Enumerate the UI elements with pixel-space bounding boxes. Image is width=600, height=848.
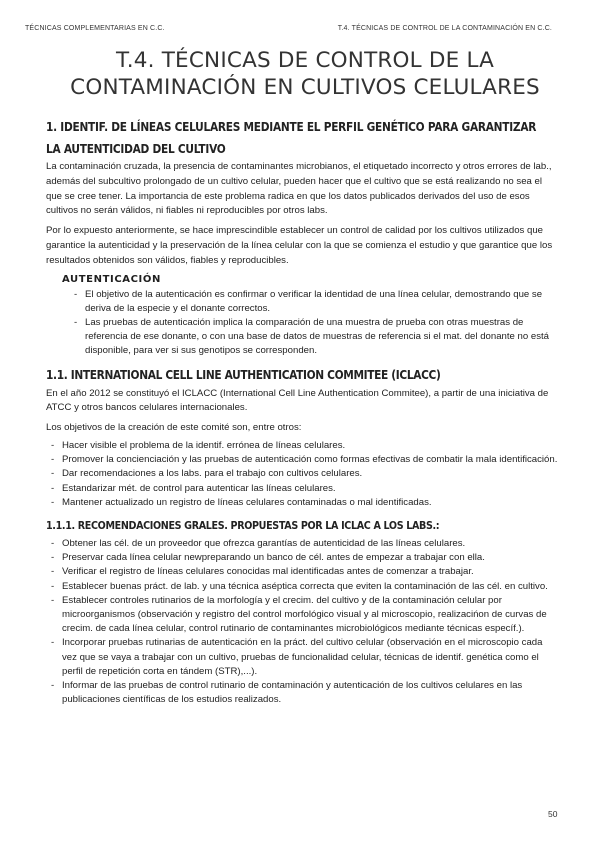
section-1-1-paragraph-1: En el año 2012 se constituyó el ICLACC (International Cell Line Authentication Commitee), a partir de una iniciativa de ATCC y otros bancos celulares internacionales.	[46, 387, 549, 414]
list-item: - Establecer controles rutinarios de la morfología y el crecim. del cultivo y de la contaminación celular por microorganismos (observación y registro del control morfológico visual y al microscopio, realizacińon de curvas de crecim. de cada línea celular, control rutinario de contaminantes microbiológicos mediante técnicas específ.).	[49, 594, 560, 637]
list-item: - Hacer visible el problema de la identif. errónea de líneas celulares.	[49, 439, 560, 453]
objectives-list	[49, 439, 560, 510]
section-1-paragraph-1: La contaminación cruzada, la presencia de contaminantes microbianos, el etiquetado incorrecto y otros errores de lab., además del subcultivo prolongado de un cultivo celular, pueden hacer que el cultivo que se está realizando no sea el que se cree tener. La importancia de este problema radica en que los datos publicados derivados del uso de esos cultivos no serán válidos, ni fiables ni reproducibles por otros labs.	[46, 161, 552, 217]
running-header	[25, 25, 552, 32]
section-1-heading: 1. IDENTIF. DE LÍNEAS CELULARES MEDIANTE EL PERFIL GENÉTICO PARA GARANTIZAR LA AUTENTICIDAD DEL CULTIVO	[46, 120, 537, 156]
list-item: - Preservar cada línea celular newpreparando un banco de cél. antes de empezar a trabajar con ella.	[49, 551, 560, 565]
section-1-1-heading: 1.1. INTERNATIONAL CELL LINE AUTHENTICATION COMMITEE (ICLACC)	[46, 367, 441, 382]
section-1-paragraph-2: Por lo expuesto anteriormente, se hace imprescindible establecer un control de calidad por los cultivos utilizados que garantice la autenticidad y la preservación de la línea celular con la que se comienza el estudio y que garantice que los resultados obtenidos son válidos, fiables y reproducibles.	[46, 225, 553, 266]
list-item: - Informar de las pruebas de control rutinario de contaminación y autenticación de los cultivos celulares en las publicaciones científicas de los estudios realizados.	[49, 679, 560, 707]
list-item: - El objetivo de la autenticación es confirmar o verificar la identidad de una línea celular, demostrando que se deriva de la especie y el donante correctos.	[72, 288, 560, 316]
header-right: T.4. TÉCNICAS DE CONTROL DE LA CONTAMINACIÓN EN C.C.	[337, 25, 552, 32]
list-item: - Incorporar pruebas rutinarias de autenticación en la práct. del cultivo celular (observación en el microscopio cada vez que se vaya a trabajar con un cultivo, pruebas de funcionalidad celular, técnicas de identif. genética como el perfil de repetición corta en tándem (STR),...).	[49, 636, 560, 679]
list-item: - Las pruebas de autenticación implica la comparación de una muestra de prueba con otras muestras de referencia de ese donante, o con una base de datos de muestras de referencia si el mat. del donante no está disponible, para ver si sus genotipos se corresponden.	[72, 316, 560, 359]
title-line-2: CONTAMINACIÓN EN CULTIVOS CELULARES	[70, 75, 540, 100]
list-item: - Estandarizar mét. de control para autenticar las líneas celulares.	[49, 482, 560, 496]
list-item: - Establecer buenas práct. de lab. y una técnica aséptica correcta que eviten la contaminación de las cél. en cultivo.	[49, 580, 560, 594]
section-1-1-paragraph-2: Los objetivos de la creación de este comité son, entre otros:	[46, 422, 302, 434]
page-number: 50	[548, 809, 558, 819]
recommendations-list	[49, 537, 560, 707]
authentication-list	[72, 288, 560, 359]
page-title	[25, 47, 585, 101]
section-1-1-1-heading: 1.1.1. RECOMENDACIONES GRALES. PROPUESTAS POR LA ICLAC A LOS LABS.:	[46, 519, 440, 532]
list-item: - Obtener las cél. de un proveedor que ofrezca garantías de autenticidad de las líneas celulares.	[49, 537, 560, 551]
list-item: - Promover la concienciación y las pruebas de autenticación como formas efectivas de combatir la mala identificación.	[49, 453, 560, 467]
list-item: - Mantener actualizado un registro de líneas celulares contaminadas o mal identificadas.	[49, 496, 560, 510]
list-item: - Verificar el registro de líneas celulares conocidas mal identificadas antes de comenzar a trabajar.	[49, 565, 560, 579]
main-content	[46, 116, 560, 707]
title-line-1: T.4. TÉCNICAS DE CONTROL DE LA	[115, 48, 495, 73]
authentication-heading: AUTENTICACIÓN	[62, 273, 161, 285]
list-item: - Dar recomendaciones a los labs. para el trabajo con cultivos celulares.	[49, 467, 560, 481]
header-left: TÉCNICAS COMPLEMENTARIAS EN C.C.	[25, 25, 165, 32]
